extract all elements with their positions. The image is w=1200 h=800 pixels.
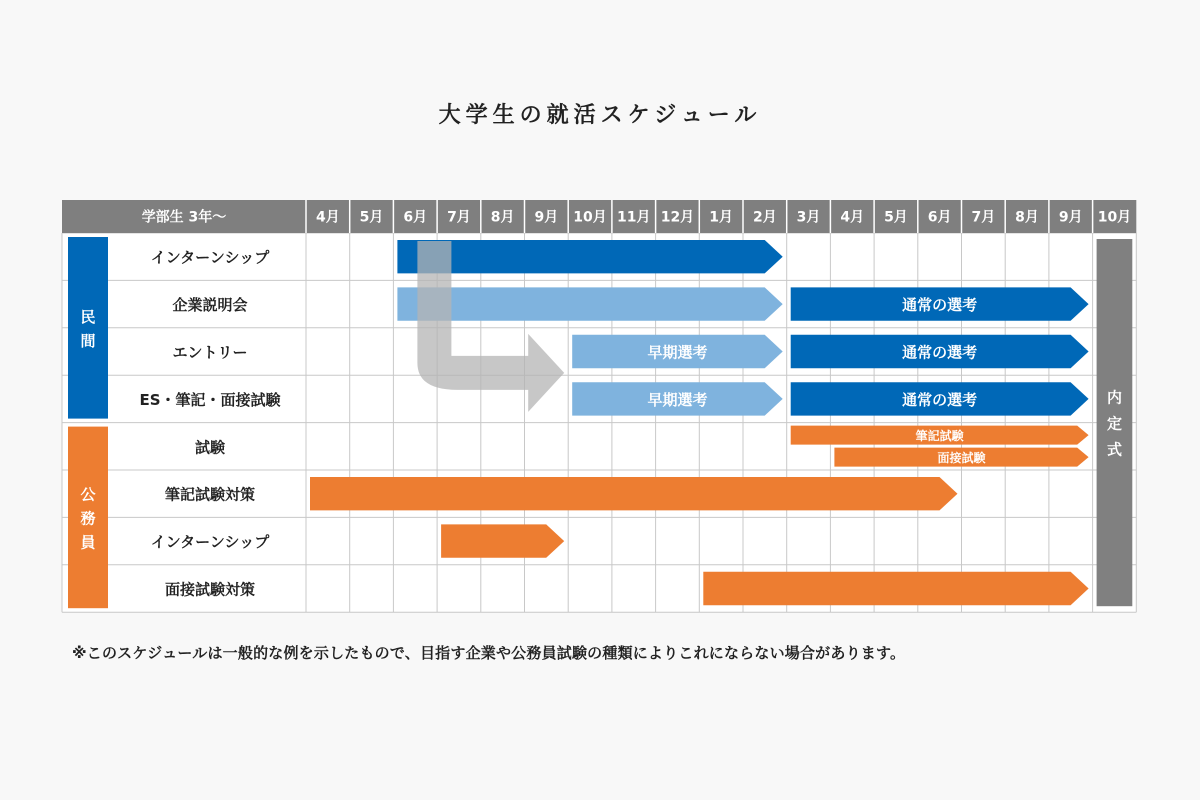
row-label: 筆記試験対策 (164, 485, 256, 504)
header-month-17: 8月 (1015, 209, 1039, 226)
final-label-char: 式 (1106, 440, 1122, 459)
header-month-7: 10月 (573, 209, 607, 226)
bar-label: 早期選考 (647, 390, 708, 409)
header-month-14: 5月 (884, 209, 908, 226)
group-label-char: 員 (80, 533, 96, 552)
final-ceremony (1097, 239, 1133, 606)
group-bar-1 (68, 237, 108, 419)
header-month-6: 9月 (534, 209, 559, 226)
header-month-4: 7月 (447, 209, 471, 226)
header-month-11: 2月 (752, 209, 777, 226)
header-month-3: 6月 (403, 209, 428, 226)
row-label: インターンシップ (150, 248, 270, 267)
header-month-8: 11月 (617, 209, 651, 226)
schedule-bar (397, 287, 782, 320)
header-month-15: 6月 (927, 209, 952, 226)
bar-label: 通常の選考 (902, 343, 978, 362)
footnote: ※このスケジュールは一般的な例を示したもので、目指す企業や公務員試験の種類によりこれにならない場合があります。 (72, 644, 906, 662)
final-label-char: 定 (1106, 414, 1122, 433)
header-month-19: 10月 (1097, 209, 1132, 226)
month-header (62, 200, 1136, 233)
group-label-char: 民 (80, 307, 96, 326)
page-title: 大学生の就活スケジュール (438, 103, 762, 128)
header-corner-label: 学部生 3年〜 (141, 209, 227, 226)
header-month-16: 7月 (971, 209, 996, 226)
group-label-char: 間 (80, 331, 96, 350)
schedule-bar (397, 240, 782, 273)
header-month-12: 3月 (796, 209, 821, 226)
header-month-9: 12月 (660, 209, 695, 226)
row-label: 試験 (194, 438, 226, 457)
row-label: 企業説明会 (172, 296, 248, 315)
row-label: インターンシップ (150, 533, 270, 552)
row-label: 面接試験対策 (164, 580, 256, 599)
header-month-13: 4月 (840, 209, 865, 226)
bar-label: 早期選考 (647, 343, 708, 362)
row-label: エントリー (172, 343, 248, 362)
header-month-18: 9月 (1058, 209, 1083, 226)
bar-label: 筆記試験 (915, 429, 964, 444)
schedule-bar (310, 477, 958, 510)
row-label: ES・筆記・面接試験 (139, 390, 281, 409)
schedule-bar (441, 524, 564, 557)
group-label-char: 公 (80, 485, 96, 504)
bar-label: 面接試験 (937, 451, 986, 466)
header-month-10: 1月 (709, 209, 734, 226)
header-month-2: 5月 (359, 209, 384, 226)
schedule-bar (703, 572, 1088, 605)
group-label-char: 務 (80, 509, 96, 528)
header-month-1: 4月 (315, 209, 340, 226)
bar-label: 通常の選考 (902, 390, 978, 409)
bar-label: 通常の選考 (902, 296, 978, 315)
final-label-char: 内 (1106, 388, 1122, 407)
header-month-5: 8月 (490, 209, 515, 226)
